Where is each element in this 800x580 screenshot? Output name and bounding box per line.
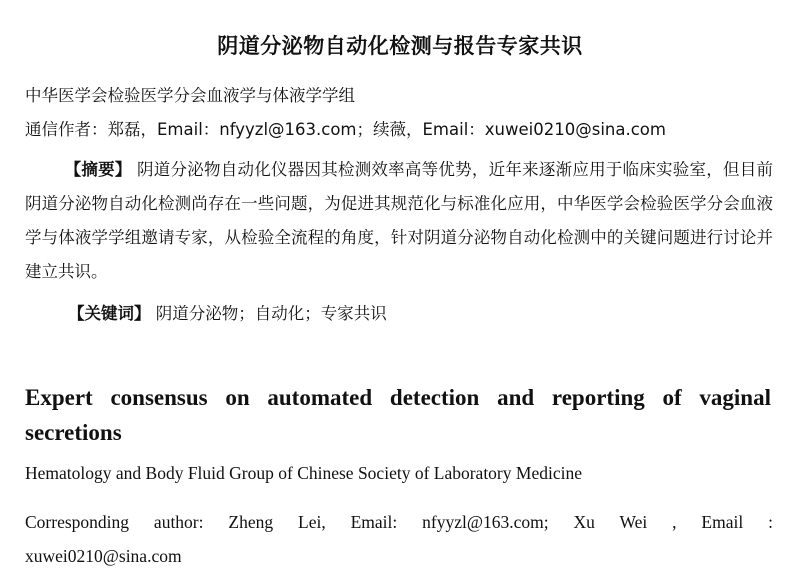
english-affiliation: Hematology and Body Fluid Group of Chinese Society of Laboratory Medicine: [25, 463, 582, 483]
chinese-affiliation: 中华医学会检验医学分会血液学与体液学学组: [25, 86, 355, 105]
chinese-corresponding-author: 通信作者：郑磊，Email：nfyyzl@163.com；续薇，Email：xuwei0210@sina.com: [25, 120, 666, 139]
abstract-text: 阴道分泌物自动化仪器因其检测效率高等优势，近年来逐渐应用于临床实验室，但目前阴道分泌物自动化检测尚存在一些问题，为促进其规范化与标准化应用，中华医学会检验医学分会血液学与体液学学组邀请专家，从检验全流程的角度，针对阴道分泌物自动化检测中的关键问题进行讨论并建立共识。: [25, 160, 773, 281]
chinese-title: 阴道分泌物自动化检测与报告专家共识: [217, 34, 583, 58]
chinese-abstract: [25, 153, 773, 289]
english-corresponding-author: Corresponding author: Zheng Lei, Email: nfyyzl@163.com; Xu Wei , Email : xuwei0210@sina.com: [25, 512, 773, 566]
english-title: Expert consensus on automated detection and reporting of vaginal secretions: [25, 385, 771, 445]
abstract-label: 【摘要】: [64, 160, 132, 179]
keywords-text: 阴道分泌物；自动化；专家共识: [150, 304, 387, 323]
chinese-keywords: [68, 300, 387, 324]
keywords-label: 【关键词】: [68, 304, 151, 323]
